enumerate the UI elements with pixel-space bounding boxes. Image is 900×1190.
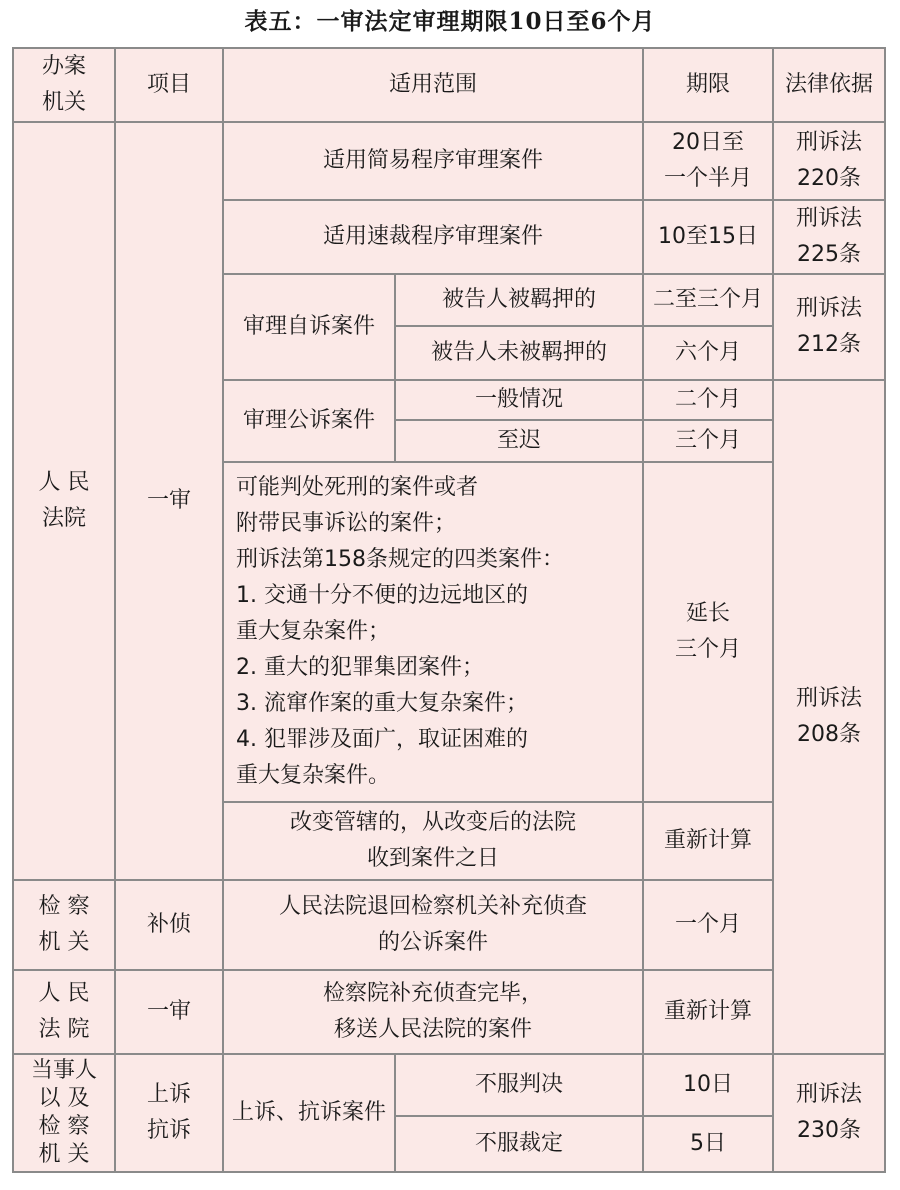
private-detained: 被告人被羁押的 xyxy=(395,274,643,326)
organ-court-2: 人 民 法 院 xyxy=(13,970,115,1054)
item-appeal-protest: 上诉 抗诉 xyxy=(115,1054,223,1172)
private-prosecution-label: 审理自诉案件 xyxy=(223,274,395,380)
basis-230: 刑诉法 230条 xyxy=(773,1054,885,1172)
basis-225: 刑诉法 225条 xyxy=(773,200,885,274)
period-public-latest: 三个月 xyxy=(643,420,773,462)
item-supplementary: 补侦 xyxy=(115,880,223,970)
appeal-judgment: 不服判决 xyxy=(395,1054,643,1116)
header-scope: 适用范围 xyxy=(223,48,643,122)
table-title: 表五：一审法定审理期限10日至6个月 xyxy=(244,8,656,35)
item-first-instance-2: 一审 xyxy=(115,970,223,1054)
public-prosecution-label: 审理公诉案件 xyxy=(223,380,395,462)
scope-transferred-cases: 检察院补充侦查完毕， 移送人民法院的案件 xyxy=(223,970,643,1054)
time-limit-table xyxy=(12,47,886,1173)
basis-212: 刑诉法 212条 xyxy=(773,274,885,380)
basis-208: 刑诉法 208条 xyxy=(773,380,885,1054)
organ-procuratorate: 检 察 机 关 xyxy=(13,880,115,970)
scope-change-jurisdiction: 改变管辖的，从改变后的法院 收到案件之日 xyxy=(223,802,643,880)
period-transferred-cases: 重新计算 xyxy=(643,970,773,1054)
header-basis: 法律依据 xyxy=(773,48,885,122)
scope-appeal: 上诉、抗诉案件 xyxy=(223,1054,395,1172)
period-extension: 延长 三个月 xyxy=(643,462,773,802)
period-judgment: 10日 xyxy=(643,1054,773,1116)
period-change-jurisdiction: 重新计算 xyxy=(643,802,773,880)
period-simple: 20日至 一个半月 xyxy=(643,122,773,200)
period-speedy: 10至15日 xyxy=(643,200,773,274)
scope-simple: 适用简易程序审理案件 xyxy=(223,122,643,200)
period-private-not-detained: 六个月 xyxy=(643,326,773,380)
scope-extension: 可能判处死刑的案件或者 附带民事诉讼的案件； 刑诉法第158条规定的四类案件： 1. 交通十分不便的边远地区的 重大复杂案件； 2. 重大的犯罪集团案件； 3. 流窜作案的重大复杂案件； 4. 犯罪涉及面广，取证困难的 重大复杂案件。 xyxy=(223,462,643,802)
private-not-detained: 被告人未被羁押的 xyxy=(395,326,643,380)
scope-speedy: 适用速裁程序审理案件 xyxy=(223,200,643,274)
header-organ: 办案 机关 xyxy=(13,48,115,122)
period-public-general: 二个月 xyxy=(643,380,773,420)
organ-parties: 当事人 以 及 检 察 机 关 xyxy=(13,1054,115,1172)
period-ruling: 5日 xyxy=(643,1116,773,1172)
header-item: 项目 xyxy=(115,48,223,122)
scope-returned-cases: 人民法院退回检察机关补充侦查 的公诉案件 xyxy=(223,880,643,970)
period-private-detained: 二至三个月 xyxy=(643,274,773,326)
organ-court: 人 民 法院 xyxy=(13,122,115,880)
basis-220: 刑诉法 220条 xyxy=(773,122,885,200)
appeal-ruling: 不服裁定 xyxy=(395,1116,643,1172)
period-returned-cases: 一个月 xyxy=(643,880,773,970)
header-period: 期限 xyxy=(643,48,773,122)
public-latest: 至迟 xyxy=(395,420,643,462)
item-first-instance: 一审 xyxy=(115,122,223,880)
public-general: 一般情况 xyxy=(395,380,643,420)
